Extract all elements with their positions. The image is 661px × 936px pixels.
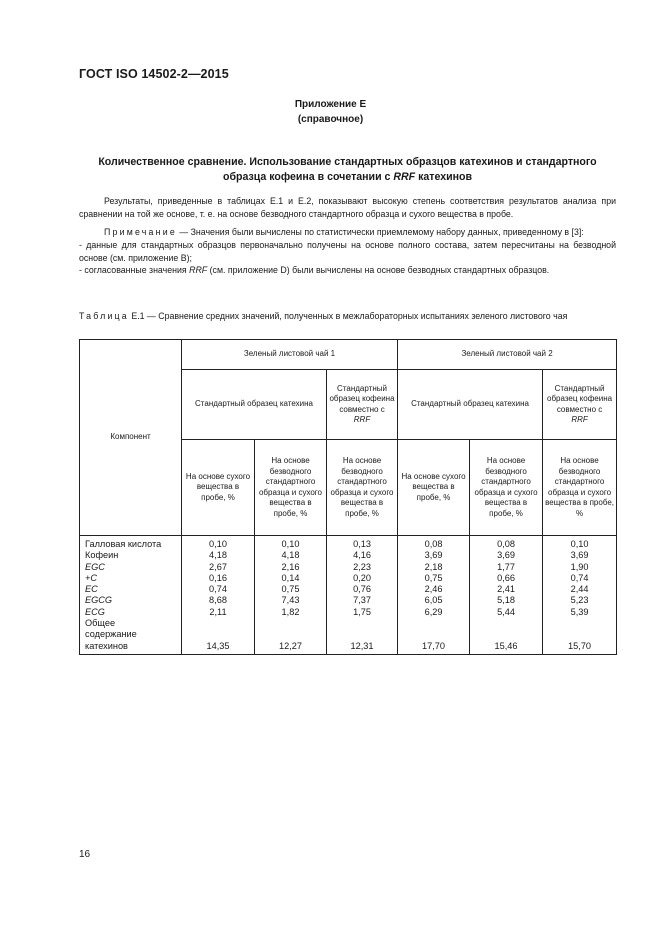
value-cell: 0,20 — [327, 573, 398, 584]
value-cell: 3,69 — [543, 550, 617, 561]
table-caption — [79, 311, 619, 322]
value-cell: 0,74 — [543, 573, 617, 584]
total-value-cell: 15,70 — [543, 618, 617, 654]
value-cell: 0,16 — [182, 573, 255, 584]
section-heading-text: Количественное сравнение. Использование стандартных образцов катехинов и стандартного образца кофеина в сочетании с — [98, 156, 597, 183]
std-caffeine-header-1 — [327, 370, 398, 440]
component-name: EGC — [80, 562, 182, 573]
annex-title-block — [0, 97, 661, 127]
total-value-cell: 15,46 — [470, 618, 543, 654]
value-cell: 2,41 — [470, 584, 543, 595]
value-cell: 2,23 — [327, 562, 398, 573]
value-cell: 2,67 — [182, 562, 255, 573]
value-cell: 0,13 — [327, 536, 398, 551]
note-bullet-2 — [79, 264, 616, 277]
value-cell: 0,75 — [398, 573, 470, 584]
value-cell: 3,69 — [398, 550, 470, 561]
value-cell: 0,10 — [543, 536, 617, 551]
component-name-total — [80, 618, 182, 654]
value-cell: 0,10 — [182, 536, 255, 551]
component-name: Галловая кислота — [80, 536, 182, 551]
table-caption-label: Таблица — [79, 311, 129, 321]
sub-header-anhydrous-1a: На основе безводного стандартного образца и сухого вещества в пробе, % — [255, 440, 327, 536]
std-caffeine-text-1: Стандартный образец кофеина совместно с — [329, 383, 395, 414]
value-cell: 4,16 — [327, 550, 398, 561]
table-row — [80, 562, 617, 573]
value-cell: 2,46 — [398, 584, 470, 595]
note-bullet-2-end: (см. приложение D) были вычислены на основе безводных стандартных образцов. — [207, 265, 550, 276]
value-cell: 2,16 — [255, 562, 327, 573]
total-label-line-1: Общее — [85, 618, 116, 629]
table-row — [80, 536, 617, 551]
sub-header-dry-2: На основе сухого вещества в пробе, % — [398, 440, 470, 536]
value-cell: 0,08 — [470, 536, 543, 551]
value-cell: 2,44 — [543, 584, 617, 595]
total-value-cell: 12,31 — [327, 618, 398, 654]
component-name: +C — [80, 573, 182, 584]
table-row-total — [80, 618, 617, 654]
value-cell: 1,77 — [470, 562, 543, 573]
table-row — [80, 573, 617, 584]
note-bullet-2-start: - согласованные значения — [79, 265, 190, 276]
total-value-cell: 14,35 — [182, 618, 255, 654]
sub-header-anhydrous-2b: На основе безводного стандартного образца и сухого вещества в пробе, % — [543, 440, 617, 536]
value-cell: 7,43 — [255, 595, 327, 606]
value-cell: 5,23 — [543, 595, 617, 606]
value-cell: 0,74 — [182, 584, 255, 595]
note-intro-text: — Значения были вычислены по статистически приемлемому набору данных, приведенному в [3]: — [176, 227, 584, 237]
col-component-header: Компонент — [80, 340, 182, 536]
value-cell: 5,39 — [543, 607, 617, 618]
group-header-tea-2: Зеленый листовой чай 2 — [398, 340, 617, 370]
std-caffeine-text-2: Стандартный образец кофеина совместно с — [547, 383, 613, 414]
value-cell: 6,29 — [398, 607, 470, 618]
component-name: EGCG — [80, 595, 182, 606]
value-cell: 1,82 — [255, 607, 327, 618]
value-cell: 1,90 — [543, 562, 617, 573]
paragraph-results: Результаты, приведенные в таблицах Е.1 и Е.2, показывают высокую степень соответствия результатов анализа при сравнении на той же основе, т. е. на основе безводного стандартного образца и сухого вещества в пробе. — [79, 196, 616, 219]
component-name: Кофеин — [80, 550, 182, 561]
table-row — [80, 550, 617, 561]
component-name: ECG — [80, 607, 182, 618]
document-id-header: ГОСТ ISO 14502-2—2015 — [79, 67, 229, 81]
component-name: EC — [80, 584, 182, 595]
std-caffeine-header-2 — [543, 370, 617, 440]
total-value-cell: 12,27 — [255, 618, 327, 654]
table-row — [80, 607, 617, 618]
annex-title: Приложение Е — [294, 99, 367, 110]
value-cell: 7,37 — [327, 595, 398, 606]
annex-subtitle: (справочное) — [297, 114, 364, 125]
value-cell: 3,69 — [470, 550, 543, 561]
table-row — [80, 595, 617, 606]
value-cell: 0,76 — [327, 584, 398, 595]
value-cell: 0,08 — [398, 536, 470, 551]
sub-header-anhydrous-1b: На основе безводного стандартного образца и сухого вещества в пробе, % — [327, 440, 398, 536]
value-cell: 5,18 — [470, 595, 543, 606]
section-heading — [79, 155, 616, 185]
value-cell: 2,18 — [398, 562, 470, 573]
table-body — [80, 536, 617, 655]
std-catechin-header-1: Стандартный образец катехина — [182, 370, 327, 440]
value-cell: 4,18 — [182, 550, 255, 561]
table-row — [80, 584, 617, 595]
value-cell: 2,11 — [182, 607, 255, 618]
value-cell: 0,66 — [470, 573, 543, 584]
comparison-table — [79, 339, 617, 655]
sub-header-anhydrous-2a: На основе безводного стандартного образца и сухого вещества в пробе, % — [470, 440, 543, 536]
value-cell: 6,05 — [398, 595, 470, 606]
value-cell: 0,10 — [255, 536, 327, 551]
note-bullet-2-rrf: RRF — [189, 265, 208, 276]
std-caffeine-rrf-2: RRF — [571, 415, 588, 424]
std-catechin-header-2: Стандартный образец катехина — [398, 370, 543, 440]
page-number: 16 — [79, 849, 91, 860]
value-cell: 0,14 — [255, 573, 327, 584]
note-block — [79, 226, 616, 277]
value-cell: 0,75 — [255, 584, 327, 595]
value-cell: 5,44 — [470, 607, 543, 618]
section-heading-tail: катехинов — [415, 171, 473, 183]
value-cell: 1,75 — [327, 607, 398, 618]
section-heading-rrf: RRF — [393, 171, 416, 183]
value-cell: 4,18 — [255, 550, 327, 561]
std-caffeine-rrf-1: RRF — [353, 415, 371, 424]
value-cell: 8,68 — [182, 595, 255, 606]
total-label-line-3: катехинов — [85, 640, 128, 651]
note-label: Примечание — [104, 227, 177, 237]
note-intro — [79, 226, 616, 239]
total-value-cell: 17,70 — [398, 618, 470, 654]
group-header-tea-1: Зеленый листовой чай 1 — [182, 340, 398, 370]
total-label-line-2: содержание — [85, 629, 137, 640]
note-bullet-1: - данные для стандартных образцов первоначально получены на основе полного состава, затем пересчитаны на безводной основе (см. приложение В); — [79, 239, 616, 263]
sub-header-dry-1: На основе сухого вещества в пробе, % — [182, 440, 255, 536]
table-caption-text: Е.1 — Сравнение средних значений, полученных в межлабораторных испытаниях зеленого листового чая — [128, 311, 568, 321]
